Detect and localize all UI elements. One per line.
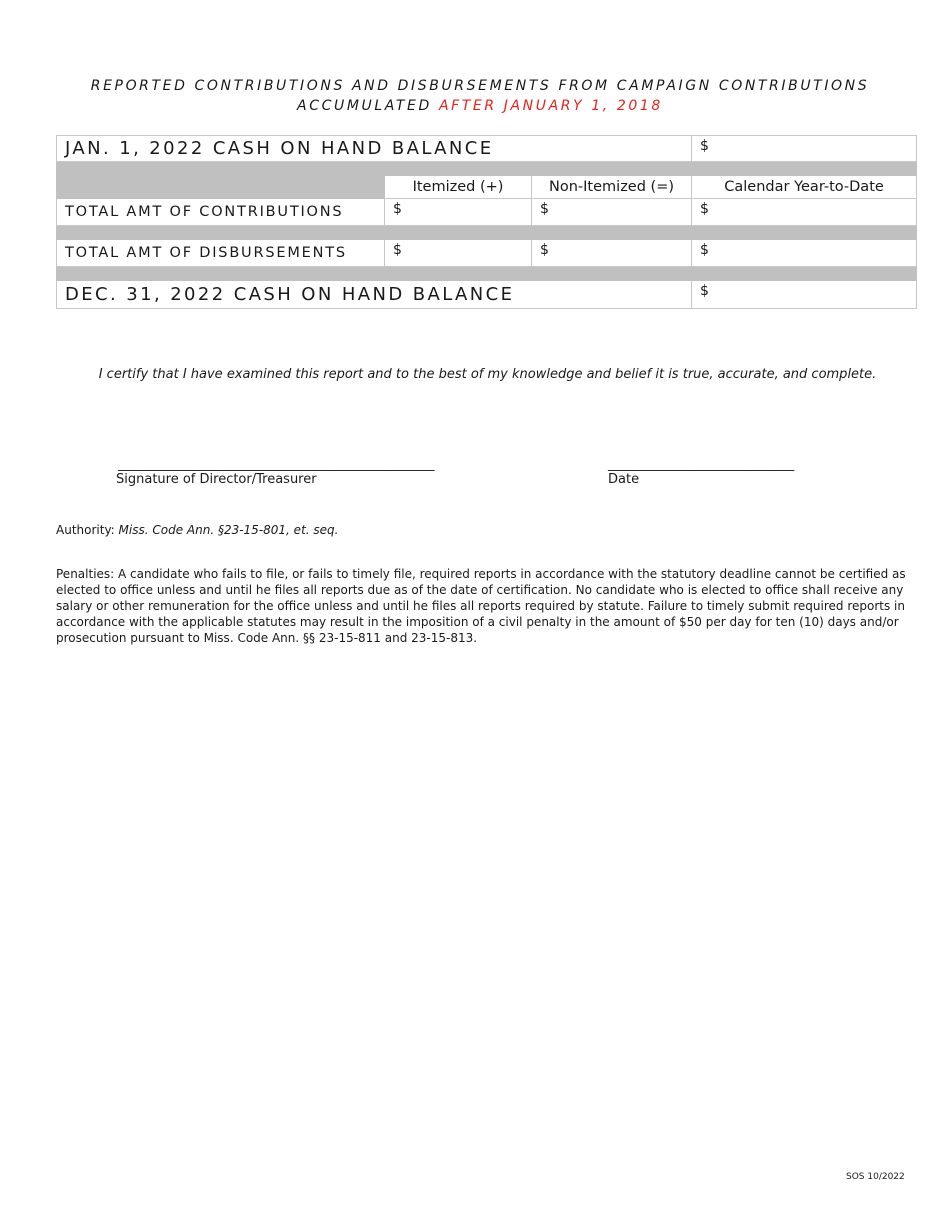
authority-citation: Miss. Code Ann. §23-15-801, et. seq. <box>118 523 339 537</box>
contributions-ytd-field[interactable]: $ <box>692 199 917 226</box>
disbursements-itemized-field[interactable]: $ <box>385 240 532 267</box>
column-header-row <box>57 176 917 199</box>
header-spacer <box>57 176 385 199</box>
certification-statement: I certify that I have examined this report and to the best of my knowledge and belief it is true, accurate, and complete. <box>98 367 877 382</box>
report-title <box>0 76 950 116</box>
penalties-note: Penalties: A candidate who fails to file, or fails to timely file, required reports in accordance with the statutory deadline cannot be certified as elected to office unless and until he files all reports due as of the date of certification. No candidate who is elected to office shall receive any salary or other remuneration for the office unless and until he files all reports required by statute. Failure to timely submit required reports in accordance with the applicable statutes may result in the imposition of a civil penalty in the amount of $50 per day for ten (10) days and/or prosecution pursuant to Miss. Code Ann. §§ 23-15-811 and 23-15-813. <box>56 567 906 645</box>
col-non-itemized: Non-Itemized (=) <box>532 176 692 199</box>
closing-balance-label: DEC. 31, 2022 CASH ON HAND BALANCE <box>57 281 692 309</box>
financial-summary-table <box>56 135 917 309</box>
separator-row <box>57 226 917 240</box>
contributions-itemized-field[interactable]: $ <box>385 199 532 226</box>
disbursements-label: TOTAL AMT OF DISBURSEMENTS <box>57 240 385 267</box>
authority-note <box>56 523 338 537</box>
separator-row <box>57 162 917 176</box>
closing-balance-row <box>57 281 917 309</box>
contributions-label: TOTAL AMT OF CONTRIBUTIONS <box>57 199 385 226</box>
date-line[interactable]: ______________________________ <box>608 457 795 472</box>
opening-balance-row <box>57 136 917 162</box>
disbursements-ytd-field[interactable]: $ <box>692 240 917 267</box>
report-title-line1: REPORTED CONTRIBUTIONS AND DISBURSEMENTS FROM CAMPAIGN CONTRIBUTIONS <box>90 78 870 94</box>
col-itemized: Itemized (+) <box>385 176 532 199</box>
form-code: SOS 10/2022 <box>846 1172 905 1182</box>
signature-label: Signature of Director/Treasurer <box>116 472 317 487</box>
opening-balance-label: JAN. 1, 2022 CASH ON HAND BALANCE <box>57 136 692 162</box>
contributions-non-itemized-field[interactable]: $ <box>532 199 692 226</box>
disbursements-non-itemized-field[interactable]: $ <box>532 240 692 267</box>
signature-line[interactable]: ___________________________________________________ <box>118 457 435 472</box>
separator-row <box>57 267 917 281</box>
col-calendar-ytd: Calendar Year-to-Date <box>692 176 917 199</box>
report-title-date-range: AFTER JANUARY 1, 2018 <box>438 98 663 114</box>
report-title-line2 <box>0 96 950 116</box>
date-label: Date <box>608 472 640 487</box>
closing-balance-field[interactable]: $ <box>692 281 917 309</box>
disbursements-row <box>57 240 917 267</box>
contributions-row <box>57 199 917 226</box>
report-title-accumulated: ACCUMULATED <box>297 98 432 114</box>
opening-balance-field[interactable]: $ <box>692 136 917 162</box>
authority-label: Authority: <box>56 523 115 537</box>
